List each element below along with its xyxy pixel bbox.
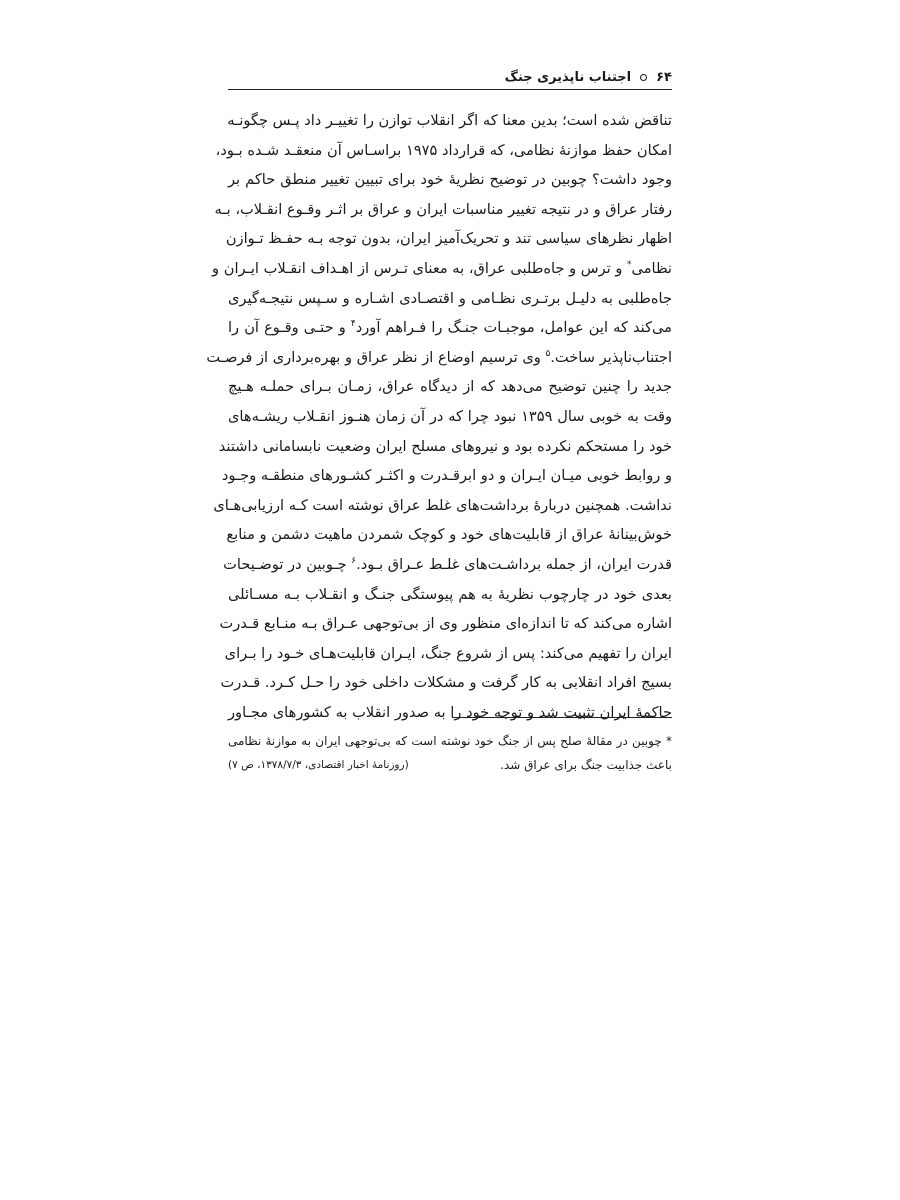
running-header: [228, 66, 672, 88]
circle-separator-icon: [640, 74, 647, 81]
footnote-marker: ۵: [545, 348, 551, 359]
text-line: بسیج افراد انقلابی به کار گرفت و مشکلات داخلی خود را حـل کـرد. قـدرت: [220, 674, 672, 692]
text-line: [223, 550, 672, 580]
text-segment: و ترس و جاه‌طلبی عراق، به معنای تـرس از اهـداف انقـلاب ایـران و: [212, 259, 628, 277]
body-text: [206, 106, 673, 727]
header-rule: [228, 89, 672, 90]
text-line: خود را مستحکم نکرده بود و نیروهای مسلح ایران وضعیت نابسامانی داشتند: [218, 437, 672, 455]
footnote-rule: [452, 717, 672, 718]
footnote-marker: *: [627, 259, 632, 270]
text-line: جاه‌طلبی به دلیـل برتـری نظـامی و اقتصـادی اشـاره و سـپس نتیجـه‌گیری: [228, 289, 672, 307]
text-line: حاکمهٔ ایران تثبیت شد و توجه خود را به صدور انقلاب به کشورهای مجـاور: [228, 703, 672, 721]
text-segment: چـوبین در توضـیحات: [223, 555, 352, 573]
text-segment: وی ترسیم اوضاع از نظر عراق و بهره‌برداری از فرصـت: [206, 348, 546, 366]
text-line: اظهار نظرهای سیاسی تند و تحریک‌آمیز ایران، بدون توجه بـه حفـظ تـوازن: [225, 230, 672, 248]
text-line: تناقض شده است؛ بدین معنا که اگر انقلاب توازن را تغییـر داد پـس چگونـه: [227, 112, 672, 129]
text-segment: و حتـی وقـوع آن را: [228, 319, 351, 337]
text-line: [206, 343, 672, 373]
text-segment: نظامی: [631, 259, 672, 277]
text-line: ایران را تفهیم می‌کند: پس از شروع جنگ، ایـران قابلیت‌هـای خـود را بـرای: [224, 644, 672, 662]
footnote: [228, 729, 672, 777]
text-line: نداشت. همچنین دربارهٔ برداشت‌های غلط عراق نوشته است کـه ارزیابی‌هـای: [213, 496, 672, 514]
text-line: امکان حفظ موازنهٔ نظامی، که قرارداد ۱۹۷۵ براسـاس آن منعقـد شـده بـود،: [215, 141, 672, 159]
text-line: وجود داشت؟ چوبین در توضیح نظریهٔ خود برای تبیین تغییر منطق حاکم بر: [228, 171, 672, 189]
text-line: خوش‌بینانهٔ عراق از قابلیت‌های خود و کوچک شمردن ماهیت دشمن و منابع: [226, 526, 672, 544]
footnote-line: * چوبین در مقالهٔ صلح پس از جنگ خود نوشته است که بی‌توجهی ایران به موازنهٔ نظامی: [228, 734, 672, 748]
text-line: وقت به خوبی سال ۱۳۵۹ نبود چرا که در آن زمان هنـوز انقـلاب ریشـه‌های: [228, 407, 673, 425]
text-line: جدید را چنین توضیح می‌دهد که از دیدگاه عراق، زمـان بـرای حملـه هـیچ: [228, 378, 672, 396]
footnote-marker: ۴: [350, 319, 356, 330]
footnote-line: [228, 753, 672, 777]
text-segment: می‌کند که این عوامل، موجبـات جنـگ را فـراهم آورد: [355, 319, 672, 337]
text-line: رفتار عراق و در نتیجه تغییر مناسبات ایران و عراق بر اثـر وقـوع انقـلاب، بـه: [214, 200, 672, 218]
footnote-marker: ۶: [351, 555, 357, 566]
book-title: اجتناب ناپذیری جنگ: [504, 69, 632, 85]
text-segment: قدرت ایران، از جمله برداشـت‌های غلـط عـراق بـود.: [356, 555, 672, 573]
text-line: اشاره می‌کند که تا اندازه‌ای منظور وی از بی‌توجهی عـراق بـه منـابع قـدرت: [219, 615, 672, 633]
text-segment: اجتناب‌ناپذیر ساخت.: [550, 348, 672, 366]
page-number: ۶۴: [656, 69, 672, 85]
text-line: و روابط خوبی میـان ایـران و دو ابرقـدرت و اکثـر کشـورهای منطقـه وجـود: [221, 467, 672, 485]
footnote-source: (روزنامهٔ اخبار اقتصادی، ۱۳۷۸/۷/۳، ص ۷): [228, 759, 409, 771]
text-line: [212, 254, 672, 284]
text-line: [228, 313, 672, 343]
footnote-text: باعث جذابیت جنگ برای عراق شد.: [500, 758, 672, 772]
text-line: بعدی خود در چارچوب نظریهٔ به هم پیوستگی جنـگ و انقـلاب بـه مسـائلی: [228, 585, 672, 603]
